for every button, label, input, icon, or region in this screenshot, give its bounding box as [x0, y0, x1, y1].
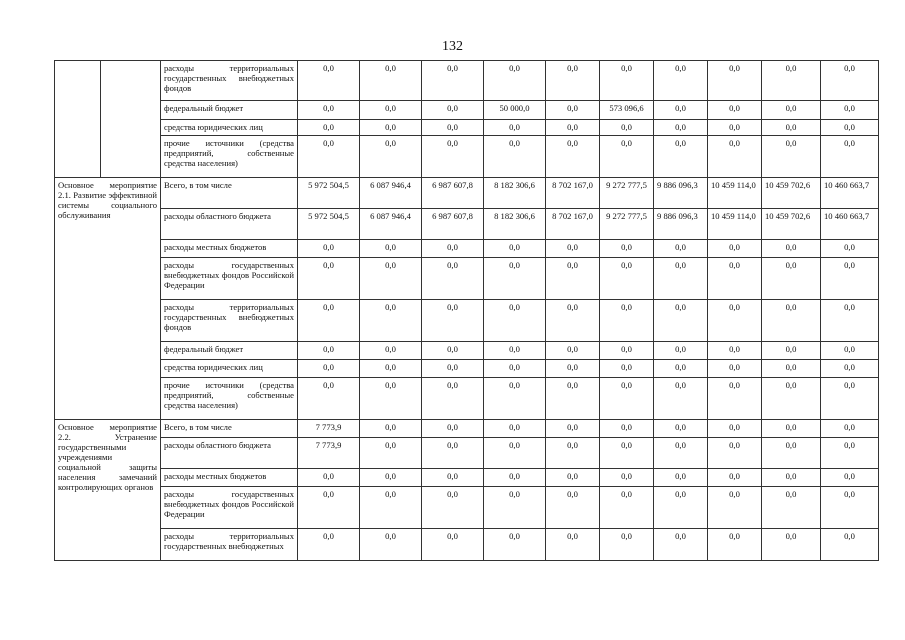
- value-cell: 0,0: [546, 240, 600, 258]
- value-cell: 0,0: [360, 258, 422, 300]
- value-cell: 0,0: [298, 300, 360, 342]
- table-row: [55, 258, 879, 300]
- source-cell: прочие источники (средства предприятий, собственные средства населения): [161, 136, 298, 178]
- value-cell: 0,0: [762, 378, 821, 420]
- executor-cell: [101, 61, 161, 178]
- value-cell: 0,0: [821, 240, 879, 258]
- value-cell: 0,0: [654, 438, 708, 469]
- value-cell: 0,0: [484, 529, 546, 561]
- value-cell: 0,0: [484, 258, 546, 300]
- value-cell: 8 182 306,6: [484, 178, 546, 209]
- value-cell: 0,0: [708, 378, 762, 420]
- source-cell: Всего, в том числе: [161, 420, 298, 438]
- value-cell: 0,0: [600, 420, 654, 438]
- table-row: [55, 178, 879, 209]
- value-cell: 5 972 504,5: [298, 178, 360, 209]
- value-cell: 0,0: [762, 101, 821, 120]
- value-cell: 0,0: [654, 360, 708, 378]
- source-cell: федеральный бюджет: [161, 342, 298, 360]
- value-cell: 0,0: [600, 378, 654, 420]
- value-cell: 0,0: [708, 258, 762, 300]
- value-cell: 0,0: [654, 258, 708, 300]
- value-cell: 0,0: [360, 61, 422, 101]
- value-cell: 0,0: [708, 120, 762, 136]
- value-cell: 0,0: [654, 101, 708, 120]
- value-cell: 10 459 702,6: [762, 178, 821, 209]
- value-cell: 0,0: [422, 101, 484, 120]
- source-cell: расходы областного бюджета: [161, 438, 298, 469]
- value-cell: 0,0: [821, 529, 879, 561]
- value-cell: 0,0: [360, 342, 422, 360]
- value-cell: 0,0: [654, 342, 708, 360]
- table-row: [55, 469, 879, 487]
- value-cell: 8 702 167,0: [546, 178, 600, 209]
- value-cell: 5 972 504,5: [298, 209, 360, 240]
- value-cell: 0,0: [821, 258, 879, 300]
- value-cell: 0,0: [600, 136, 654, 178]
- table-row: [55, 120, 879, 136]
- value-cell: 0,0: [546, 300, 600, 342]
- value-cell: 0,0: [422, 420, 484, 438]
- value-cell: 0,0: [708, 487, 762, 529]
- value-cell: 0,0: [762, 360, 821, 378]
- value-cell: 0,0: [484, 300, 546, 342]
- value-cell: 0,0: [654, 61, 708, 101]
- value-cell: 0,0: [654, 420, 708, 438]
- value-cell: 0,0: [546, 529, 600, 561]
- source-cell: Всего, в том числе: [161, 178, 298, 209]
- value-cell: 8 182 306,6: [484, 209, 546, 240]
- value-cell: 0,0: [708, 360, 762, 378]
- table-row: [55, 61, 879, 101]
- value-cell: 7 773,9: [298, 420, 360, 438]
- value-cell: 0,0: [422, 360, 484, 378]
- value-cell: 0,0: [484, 240, 546, 258]
- value-cell: 0,0: [821, 360, 879, 378]
- value-cell: 0,0: [546, 378, 600, 420]
- value-cell: 0,0: [708, 61, 762, 101]
- value-cell: 0,0: [708, 438, 762, 469]
- measure-cell: Основное мероприятие 2.1. Развитие эффективной системы социального обслуживания: [55, 178, 161, 420]
- source-cell: федеральный бюджет: [161, 101, 298, 120]
- value-cell: 0,0: [360, 529, 422, 561]
- value-cell: 0,0: [762, 487, 821, 529]
- source-cell: расходы областного бюджета: [161, 209, 298, 240]
- source-cell: расходы государственных внебюджетных фондов Российской Федерации: [161, 258, 298, 300]
- value-cell: 7 773,9: [298, 438, 360, 469]
- value-cell: 0,0: [484, 420, 546, 438]
- table-row: [55, 420, 879, 438]
- value-cell: 0,0: [360, 487, 422, 529]
- page-number: 132: [442, 39, 463, 54]
- value-cell: 0,0: [600, 300, 654, 342]
- value-cell: 0,0: [484, 469, 546, 487]
- value-cell: 0,0: [762, 438, 821, 469]
- value-cell: 0,0: [708, 136, 762, 178]
- value-cell: 0,0: [422, 529, 484, 561]
- value-cell: 0,0: [422, 438, 484, 469]
- value-cell: 0,0: [762, 240, 821, 258]
- budget-table: [54, 60, 879, 561]
- value-cell: 0,0: [298, 240, 360, 258]
- value-cell: 0,0: [762, 61, 821, 101]
- value-cell: 0,0: [484, 378, 546, 420]
- value-cell: 0,0: [422, 487, 484, 529]
- value-cell: 0,0: [298, 378, 360, 420]
- value-cell: 0,0: [298, 120, 360, 136]
- value-cell: 0,0: [654, 487, 708, 529]
- value-cell: 0,0: [484, 136, 546, 178]
- value-cell: 0,0: [821, 120, 879, 136]
- value-cell: 0,0: [422, 378, 484, 420]
- value-cell: 0,0: [762, 469, 821, 487]
- value-cell: 0,0: [654, 240, 708, 258]
- value-cell: 0,0: [600, 258, 654, 300]
- table-row: [55, 101, 879, 120]
- value-cell: 0,0: [600, 360, 654, 378]
- table-row: [55, 360, 879, 378]
- value-cell: 9 886 096,3: [654, 178, 708, 209]
- value-cell: 50 000,0: [484, 101, 546, 120]
- value-cell: 0,0: [484, 438, 546, 469]
- value-cell: 10 459 702,6: [762, 209, 821, 240]
- value-cell: 0,0: [546, 438, 600, 469]
- value-cell: 0,0: [298, 529, 360, 561]
- value-cell: 0,0: [546, 136, 600, 178]
- value-cell: 0,0: [298, 258, 360, 300]
- value-cell: 0,0: [360, 120, 422, 136]
- value-cell: 10 459 114,0: [708, 178, 762, 209]
- value-cell: 0,0: [360, 136, 422, 178]
- value-cell: 0,0: [422, 300, 484, 342]
- source-cell: расходы государственных внебюджетных фондов Российской Федерации: [161, 487, 298, 529]
- value-cell: 0,0: [821, 136, 879, 178]
- measure-cell: [55, 61, 101, 178]
- value-cell: 0,0: [821, 342, 879, 360]
- value-cell: 0,0: [546, 360, 600, 378]
- value-cell: 0,0: [821, 300, 879, 342]
- value-cell: 0,0: [708, 469, 762, 487]
- value-cell: 0,0: [762, 420, 821, 438]
- value-cell: 0,0: [422, 120, 484, 136]
- value-cell: 0,0: [654, 300, 708, 342]
- value-cell: 0,0: [821, 378, 879, 420]
- value-cell: 0,0: [298, 469, 360, 487]
- value-cell: 6 987 607,8: [422, 178, 484, 209]
- value-cell: 0,0: [600, 529, 654, 561]
- value-cell: 0,0: [484, 360, 546, 378]
- source-cell: расходы местных бюджетов: [161, 469, 298, 487]
- value-cell: 0,0: [654, 529, 708, 561]
- value-cell: 10 459 114,0: [708, 209, 762, 240]
- value-cell: 0,0: [821, 420, 879, 438]
- value-cell: 0,0: [360, 300, 422, 342]
- value-cell: 0,0: [821, 61, 879, 101]
- value-cell: 0,0: [298, 101, 360, 120]
- value-cell: 0,0: [600, 469, 654, 487]
- source-cell: средства юридических лиц: [161, 120, 298, 136]
- value-cell: 0,0: [546, 487, 600, 529]
- value-cell: 8 702 167,0: [546, 209, 600, 240]
- value-cell: 0,0: [484, 487, 546, 529]
- value-cell: 0,0: [821, 438, 879, 469]
- source-cell: расходы территориальных государственных внебюджетных: [161, 529, 298, 561]
- value-cell: 0,0: [762, 136, 821, 178]
- value-cell: 0,0: [422, 469, 484, 487]
- table-row: [55, 342, 879, 360]
- value-cell: 0,0: [422, 240, 484, 258]
- value-cell: 0,0: [762, 529, 821, 561]
- value-cell: 0,0: [546, 120, 600, 136]
- value-cell: 0,0: [298, 61, 360, 101]
- value-cell: 6 087 946,4: [360, 178, 422, 209]
- value-cell: 0,0: [821, 101, 879, 120]
- value-cell: 573 096,6: [600, 101, 654, 120]
- value-cell: 0,0: [654, 136, 708, 178]
- value-cell: 0,0: [600, 438, 654, 469]
- value-cell: 0,0: [708, 342, 762, 360]
- value-cell: 0,0: [600, 120, 654, 136]
- value-cell: 0,0: [821, 487, 879, 529]
- value-cell: 6 987 607,8: [422, 209, 484, 240]
- value-cell: 0,0: [298, 360, 360, 378]
- value-cell: 0,0: [422, 136, 484, 178]
- value-cell: 0,0: [360, 438, 422, 469]
- value-cell: 0,0: [546, 101, 600, 120]
- value-cell: 0,0: [360, 469, 422, 487]
- value-cell: 0,0: [821, 469, 879, 487]
- value-cell: 0,0: [422, 342, 484, 360]
- value-cell: 0,0: [360, 360, 422, 378]
- value-cell: 0,0: [708, 529, 762, 561]
- source-cell: расходы местных бюджетов: [161, 240, 298, 258]
- value-cell: 9 272 777,5: [600, 209, 654, 240]
- source-cell: расходы территориальных государственных внебюджетных фондов: [161, 300, 298, 342]
- value-cell: 0,0: [708, 420, 762, 438]
- value-cell: 10 460 663,7: [821, 209, 879, 240]
- value-cell: 6 087 946,4: [360, 209, 422, 240]
- value-cell: 0,0: [600, 61, 654, 101]
- value-cell: 0,0: [708, 101, 762, 120]
- value-cell: 9 886 096,3: [654, 209, 708, 240]
- value-cell: 0,0: [546, 420, 600, 438]
- value-cell: 0,0: [360, 420, 422, 438]
- value-cell: 0,0: [762, 300, 821, 342]
- value-cell: 0,0: [360, 378, 422, 420]
- value-cell: 0,0: [484, 61, 546, 101]
- table-row: [55, 529, 879, 561]
- value-cell: 0,0: [360, 240, 422, 258]
- value-cell: 0,0: [546, 342, 600, 360]
- source-cell: расходы территориальных государственных внебюджетных фондов: [161, 61, 298, 101]
- value-cell: 0,0: [600, 487, 654, 529]
- value-cell: 0,0: [546, 469, 600, 487]
- table-row: [55, 136, 879, 178]
- source-cell: средства юридических лиц: [161, 360, 298, 378]
- value-cell: 0,0: [484, 120, 546, 136]
- value-cell: 0,0: [762, 258, 821, 300]
- value-cell: 0,0: [762, 120, 821, 136]
- table-row: [55, 487, 879, 529]
- value-cell: 0,0: [762, 342, 821, 360]
- value-cell: 0,0: [654, 469, 708, 487]
- value-cell: 0,0: [422, 61, 484, 101]
- measure-cell: Основное мероприятие 2.2. Устранение государственными учреждениями социальной защиты населения замечаний контролирующих органов: [55, 420, 161, 561]
- value-cell: 0,0: [484, 342, 546, 360]
- value-cell: 0,0: [422, 258, 484, 300]
- value-cell: 0,0: [708, 300, 762, 342]
- value-cell: 0,0: [654, 120, 708, 136]
- value-cell: 0,0: [298, 487, 360, 529]
- table-row: [55, 209, 879, 240]
- value-cell: 0,0: [654, 378, 708, 420]
- value-cell: 9 272 777,5: [600, 178, 654, 209]
- table-row: [55, 240, 879, 258]
- value-cell: 10 460 663,7: [821, 178, 879, 209]
- value-cell: 0,0: [708, 240, 762, 258]
- value-cell: 0,0: [298, 136, 360, 178]
- table-row: [55, 438, 879, 469]
- value-cell: 0,0: [546, 61, 600, 101]
- source-cell: прочие источники (средства предприятий, собственные средства населения): [161, 378, 298, 420]
- value-cell: 0,0: [600, 240, 654, 258]
- value-cell: 0,0: [546, 258, 600, 300]
- table-row: [55, 378, 879, 420]
- value-cell: 0,0: [600, 342, 654, 360]
- value-cell: 0,0: [298, 342, 360, 360]
- table-row: [55, 300, 879, 342]
- value-cell: 0,0: [360, 101, 422, 120]
